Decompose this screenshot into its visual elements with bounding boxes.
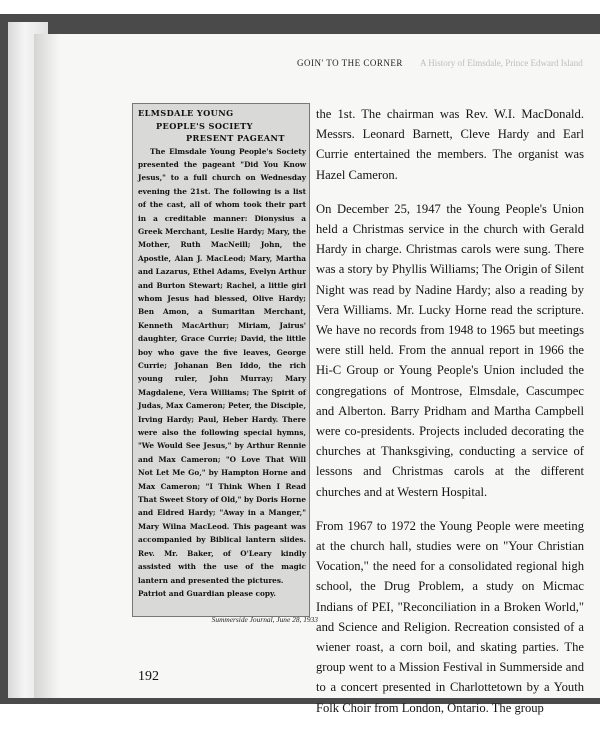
clipping-footer: Patriot and Guardian please copy. bbox=[138, 588, 276, 598]
clipping-headline-1: ELMSDALE YOUNG bbox=[138, 108, 234, 118]
running-header: GOIN' TO THE CORNER bbox=[297, 58, 403, 68]
clipping-headline-3: PRESENT PAGEANT bbox=[186, 133, 285, 143]
paragraph: On December 25, 1947 the Young People's Union held a Christmas service in the church with Gerald Hardy in charge. Christmas carols were sung. There was a story by Phyllis Williams; The Origin of Silent Night was read by Nadine Hardy; also a reading by Vera Williams. Mr. Lucky Horne read the scripture. We have no records from 1948 to 1965 but meetings were still held. From the annual report in 1966 the Hi-C Group or Young People's Union included the congregations of Montrose, Elmsdale, Cascumpec and Alberton. Barry Pridham and Martha Campbell were co-presidents. Projects included decorating the churches at Thanksgiving, conducting a service of lessons and Christmas carols at the different churches and at Western Hospital. bbox=[316, 201, 584, 499]
clipping-text bbox=[138, 107, 306, 600]
paragraph: From 1967 to 1972 the Young People were meeting at the church hall, studies were on "Your Christian Vocation," the need for a consolidated regional high school, the Drug Problem, a study on Micmac Indians of PEI, "Reconciliation in a Broken World," and Science and Religion. Recreation consisted of a wiener roast, a corn boil, and skating parties. The group went to a Mission Festival in Summerside and to a concert presented in Charlottetown by a Youth Folk Choir from London, Ontario. The group bbox=[316, 518, 584, 715]
body-text bbox=[316, 104, 584, 732]
newspaper-clipping bbox=[132, 103, 310, 617]
spine-shading bbox=[34, 34, 60, 698]
clipping-headline-2: PEOPLE'S SOCIETY bbox=[156, 120, 253, 131]
clipping-caption: Summerside Journal, June 28, 1933 bbox=[211, 615, 318, 624]
clipping-body: The Elmsdale Young People's Society presented the pageant "Did You Know Jesus," to a full church on Wednesday evening the 21st. The following is a list of the cast, all of whom took their part in a creditable manner: Dionysius a Greek Merchant, Leslie Hardy; Mary, the Mother, Ruth MacNeill; John, the Apostle, Alan J. MacLeod; Mary, Martha and Lazarus, Ethel Adams, Evelyn Arthur and Burton Stewart; Rachel, a little girl whom Jesus had blessed, Olive Hardy; Ben Amon, a Sumaritan Merchant, Kenneth MacArthur; Miriam, Jairus' daughter, Grace Currie; David, the little boy who gave the five leaves, George Currie; Johanan Ben Iddo, the rich young ruler, John Murray; Mary Magdalene, Vera Williams; The Spirit of Judas, Max Cameron; Peter, the Disciple, Irving Hardy; Paul, Heber Hardy. There were also the following special hymns, "We Would See Jesus," by Arthur Rennie and Max Cameron; "O Love That Will Not Let Me Go," by Hampton Horne and Max Cameron; "I Think When I Read That Sweet Story of Old," by Doris Horne and Eldred Hardy; "Away in a Manger," Mary Wilna MacLeod. This pageant was accompanied by Biblical lantern slides. Rev. Mr. Baker, of O'Leary kindly assisted with the use of the magic lantern and presented the pictures. bbox=[138, 146, 306, 585]
page-number: 192 bbox=[138, 669, 159, 684]
paragraph: the 1st. The chairman was Rev. W.I. MacDonald. Messrs. Leonard Barnett, Cleve Hardy and Earl Currie entertained the members. The organist was Hazel Cameron. bbox=[316, 107, 584, 182]
bleed-through-text: A History of Elmsdale, Prince Edward Island bbox=[420, 58, 583, 68]
